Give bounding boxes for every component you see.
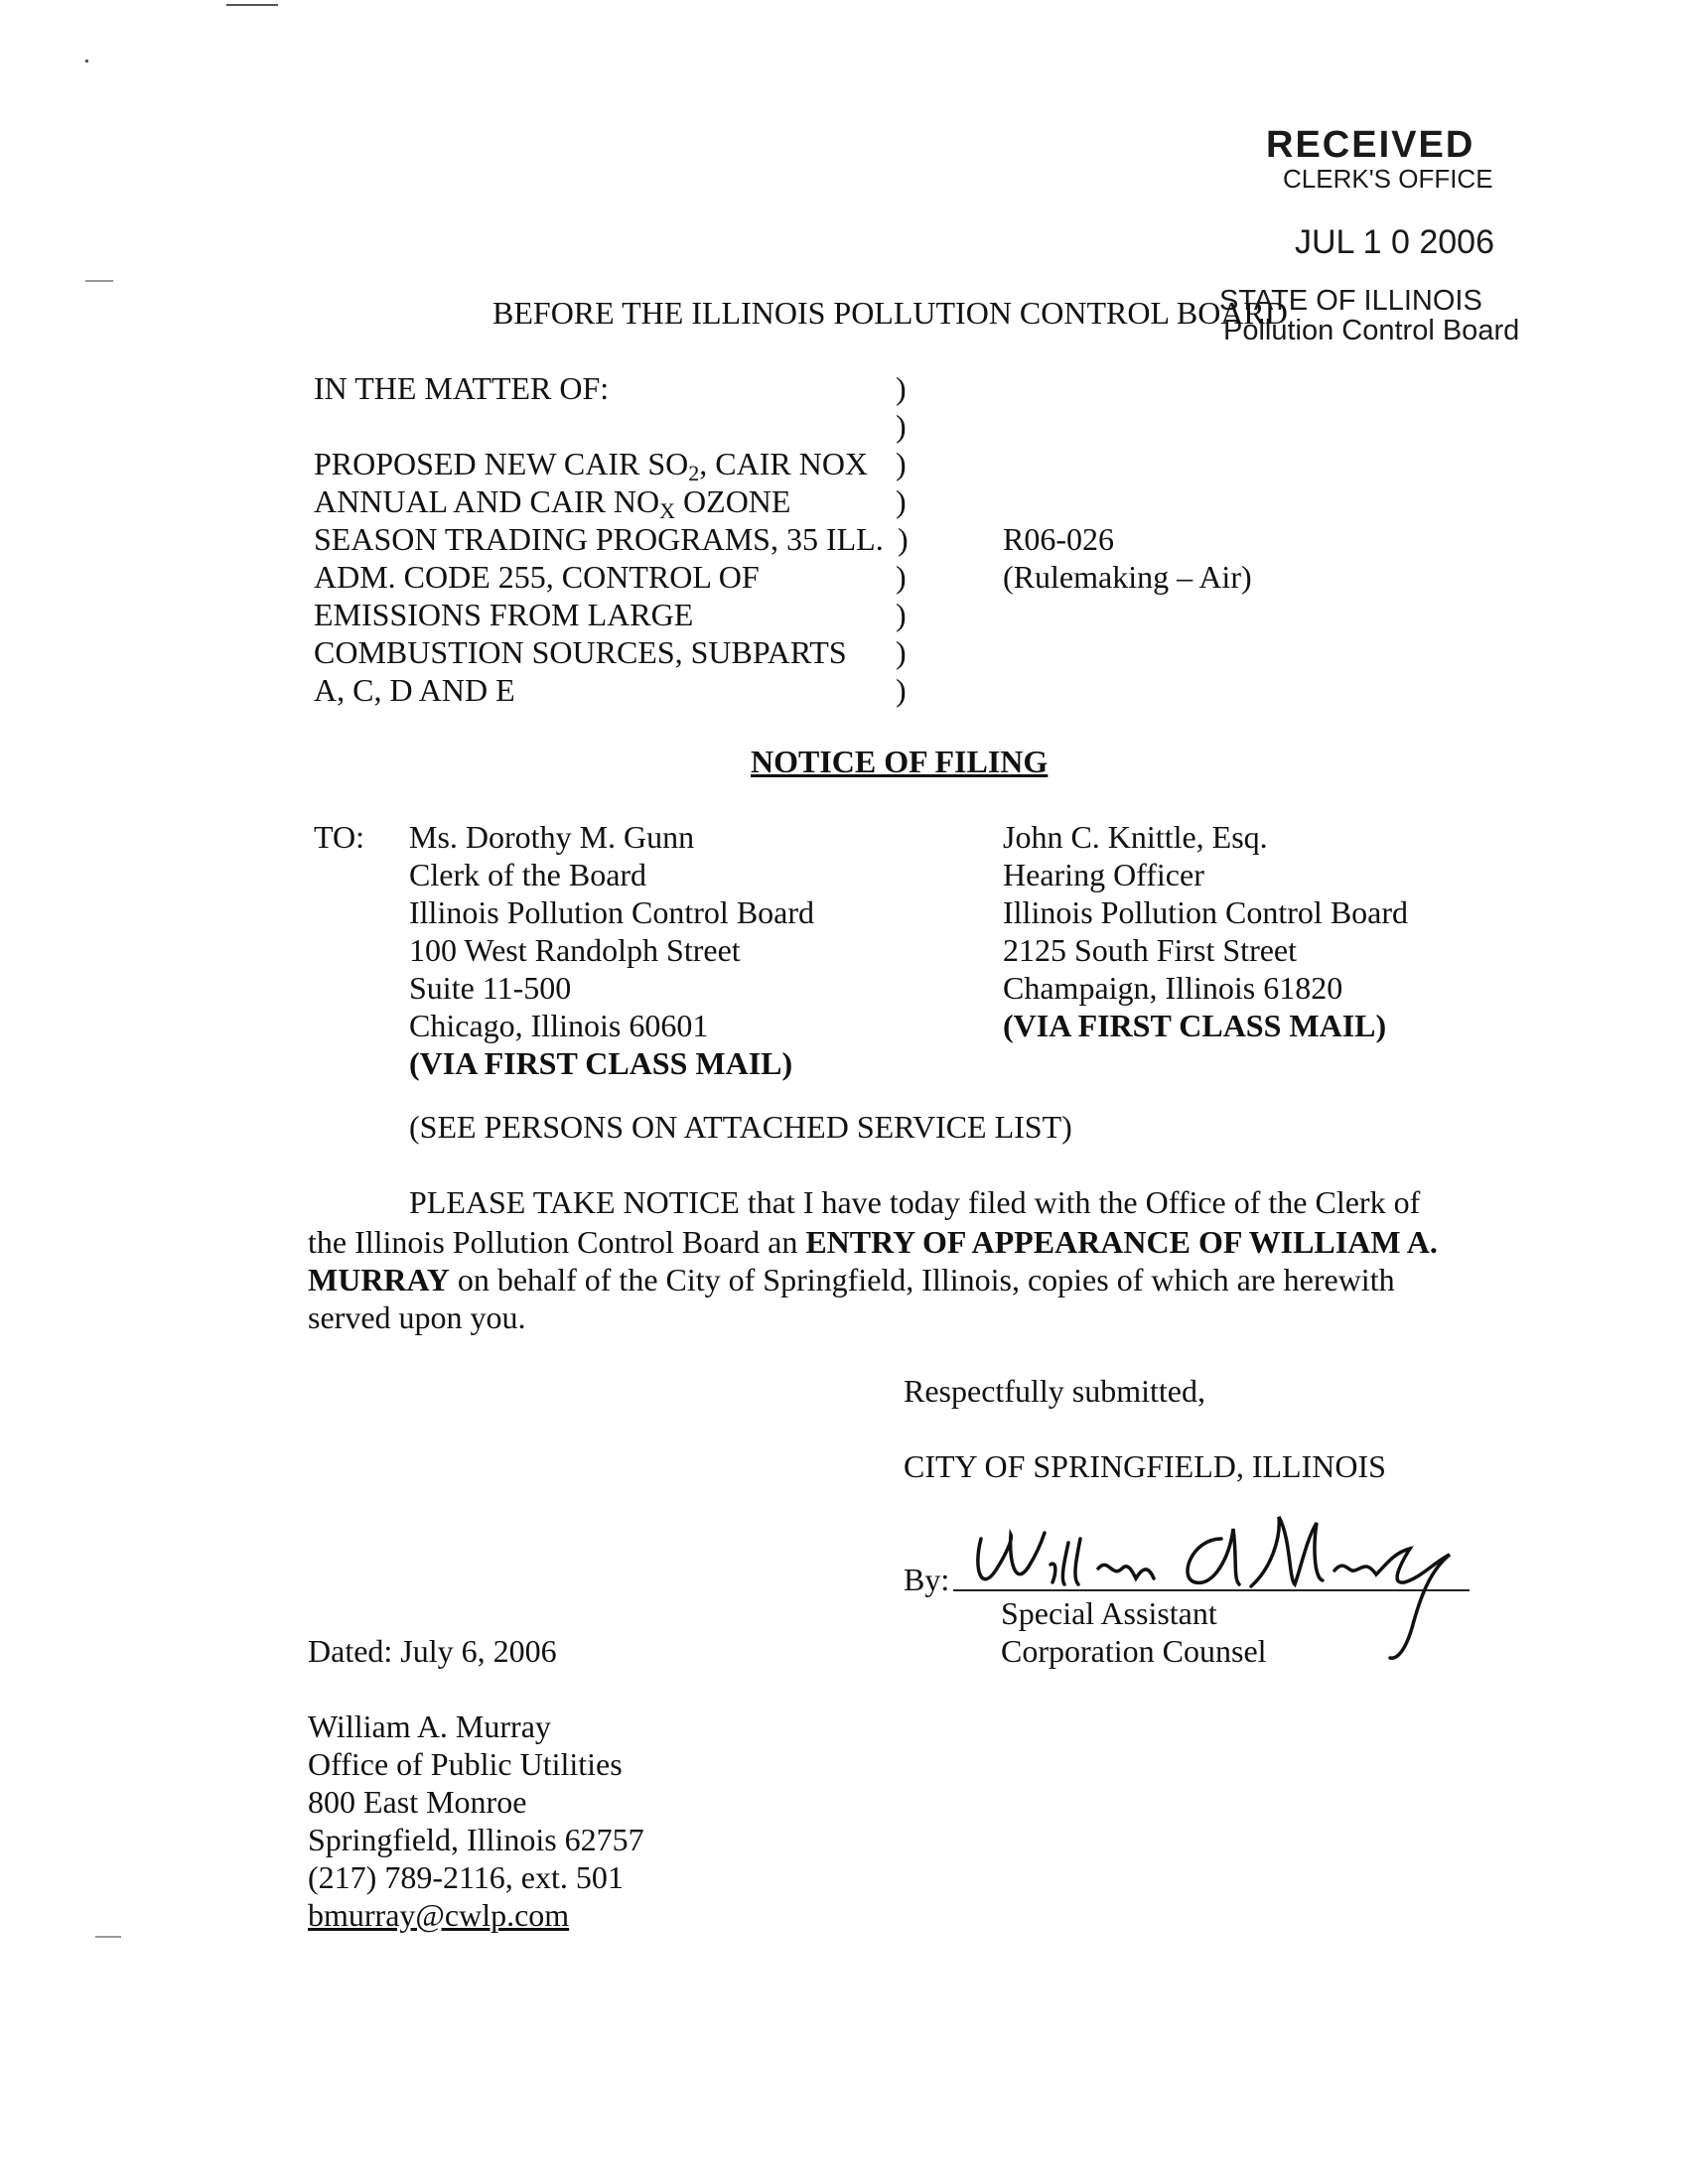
recipient-2 [1003,818,1408,1044]
contact-office: Office of Public Utilities [308,1746,623,1782]
signature-role-2: Corporation Counsel [1001,1633,1267,1669]
page-heading: BEFORE THE ILLINOIS POLLUTION CONTROL BOARD [492,295,1288,331]
caption-line-2: ANNUAL AND CAIR $NO_X$ OZONE [314,483,791,523]
caption-paren: ) [896,483,907,519]
caption-line-4: ADM. CODE 255, CONTROL OF [314,559,760,595]
closing-city: CITY OF SPRINGFIELD, ILLINOIS [904,1448,1386,1484]
recipient-2-via: (VIA FIRST CLASS MAIL) [1003,1008,1387,1043]
docket-type: (Rulemaking – Air) [1003,559,1252,595]
contact-name: William A. Murray [308,1708,551,1744]
signature-by: By: [904,1562,950,1597]
caption-line-6: COMBUSTION SOURCES, SUBPARTS [314,634,847,670]
scan-mark [85,280,113,282]
recipient-2-title: Hearing Officer [1003,857,1204,892]
caption-paren: ) [896,446,907,481]
stamp-office: CLERK'S OFFICE [1283,164,1493,194]
received-stamp [1266,125,1474,165]
contact-block [308,1707,644,1934]
body-line-4: served upon you. [308,1299,526,1335]
caption-line-7: A, C, D AND E [314,672,515,708]
caption-paren: ) [896,634,907,670]
stamp-board: Pollution Control Board [1223,315,1520,346]
caption-line-5: EMISSIONS FROM LARGE [314,597,694,632]
contact-street: 800 East Monroe [308,1784,527,1820]
stamp-received: RECEIVED [1266,124,1475,166]
recipient-1-suite: Suite 11-500 [409,970,572,1006]
docket-number: R06-026 [1003,521,1114,557]
caption-line-3: SEASON TRADING PROGRAMS, 35 ILL. [314,521,884,557]
scan-mark [95,1936,121,1938]
recipient-1-via: (VIA FIRST CLASS MAIL) [409,1045,793,1081]
recipient-2-city: Champaign, Illinois 61820 [1003,970,1343,1006]
caption-paren: ) [896,559,907,595]
caption-paren: ) [896,408,907,444]
recipient-1 [409,818,814,1082]
recipient-1-city: Chicago, Illinois 60601 [409,1008,709,1043]
contact-email-link[interactable]: bmurray@cwlp.com [308,1897,570,1933]
closing-respect: Respectfully submitted, [904,1373,1205,1409]
recipient-1-street: 100 West Randolph Street [409,932,741,968]
caption-paren: ) [898,521,909,557]
recipient-2-org: Illinois Pollution Control Board [1003,894,1409,930]
caption-paren: ) [896,370,907,406]
caption-paren: ) [896,597,907,632]
service-list-note: (SEE PERSONS ON ATTACHED SERVICE LIST) [409,1109,1072,1145]
stamp-state: STATE OF ILLINOIS [1219,285,1482,317]
signature-role-1: Special Assistant [1001,1595,1217,1631]
contact-city: Springfield, Illinois 62757 [308,1822,644,1857]
body-line-2: the Illinois Pollution Control Board an ENTRY OF APPEARANCE OF WILLIAM A. [308,1224,1438,1260]
recipient-1-title: Clerk of the Board [409,857,647,892]
recipient-1-name: Ms. Dorothy M. Gunn [409,819,695,855]
recipient-2-name: John C. Knittle, Esq. [1003,819,1268,855]
recipient-2-street: 2125 South First Street [1003,932,1298,968]
caption-paren: ) [896,672,907,708]
body-line-1: PLEASE TAKE NOTICE that I have today filed with the Office of the Clerk of [409,1184,1421,1220]
body-line-3: MURRAY on behalf of the City of Springfield, Illinois, copies of which are herewith [308,1262,1395,1297]
contact-phone: (217) 789-2116, ext. 501 [308,1859,624,1895]
notice-title: NOTICE OF FILING [751,744,1049,779]
caption-matter: IN THE MATTER OF: [314,370,610,406]
stamp-date: JUL 1 0 2006 [1295,223,1494,261]
to-label: TO: [314,819,364,855]
dated-line: Dated: July 6, 2006 [308,1633,557,1669]
scan-mark [226,4,278,6]
recipient-1-org: Illinois Pollution Control Board [409,894,815,930]
caption-line-1: PROPOSED NEW CAIR $SO_2$, CAIR NOX [314,446,869,485]
scan-mark [85,60,88,63]
